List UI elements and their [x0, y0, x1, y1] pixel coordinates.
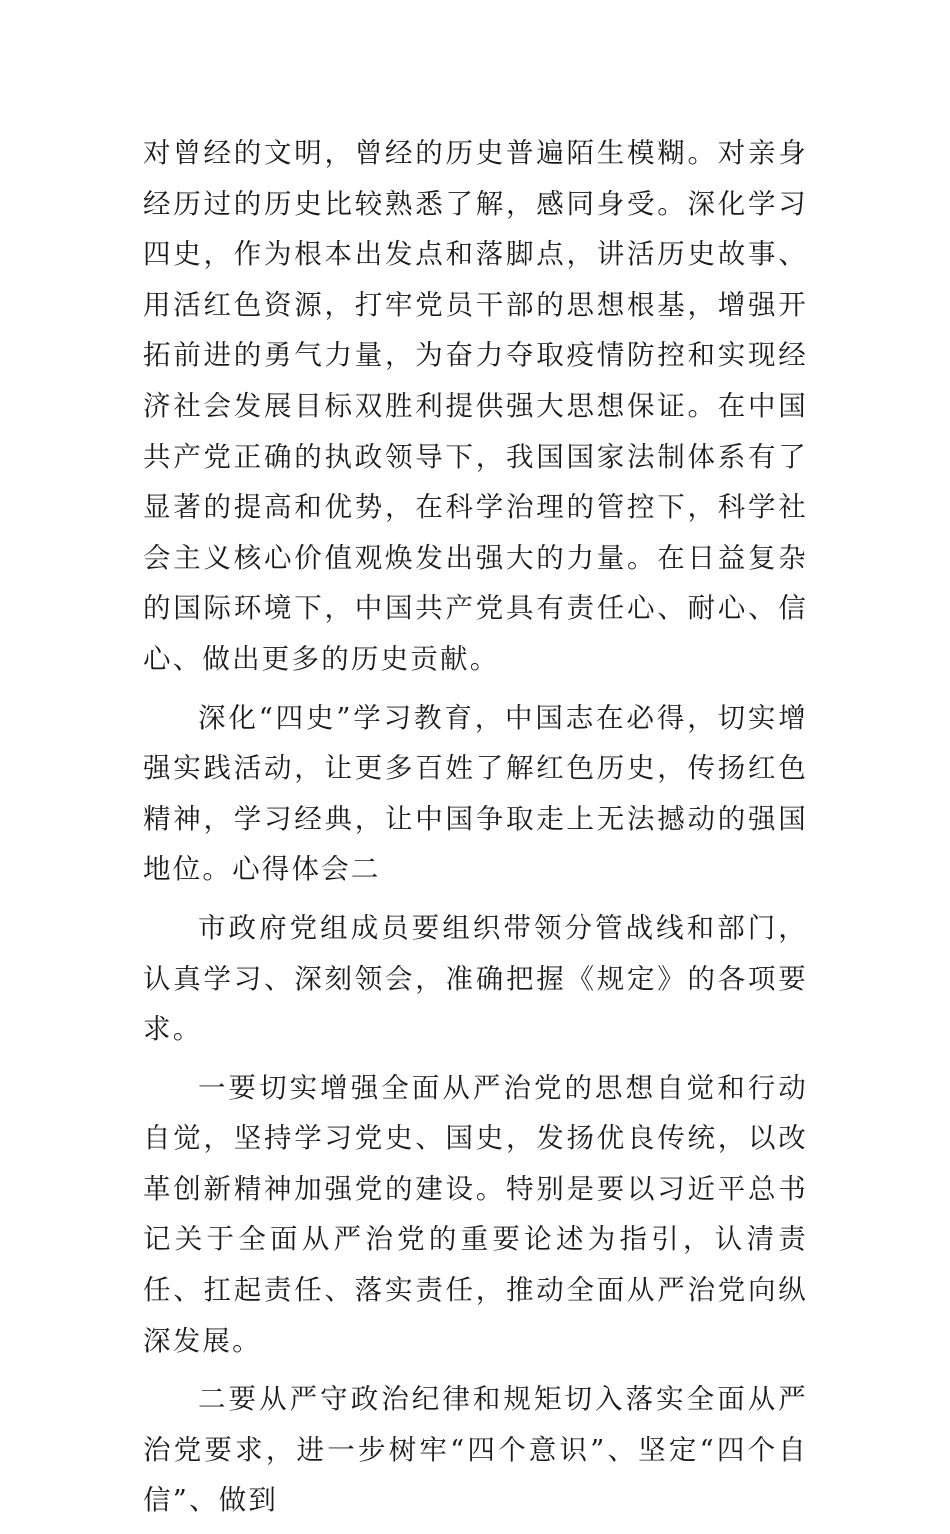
paragraph-continued: 对曾经的文明，曾经的历史普遍陌生模糊。对亲身经历过的历史比较熟悉了解，感同身受。深化学习四史，作为根本出发点和落脚点，讲活历史故事、用活红色资源，打牢党员干部的思想根基，增强开拓前进的勇气力量，为奋力夺取疫情防控和实现经济社会发展目标双胜利提供强大思想保证。在中国共产党正确的执政领导下，我国国家法制体系有了显著的提高和优势，在科学治理的管控下，科学社会主义核心价值观焕发出强大的力量。在日益复杂的国际环境下，中国共产党具有责任心、耐心、信心、做出更多的历史贡献。: [143, 137, 808, 675]
document-body: [143, 128, 808, 1534]
paragraph: 市政府党组成员要组织带领分管战线和部门，认真学习、深刻领会，准确把握《规定》的各项要求。: [143, 911, 808, 1046]
paragraph: 一要切实增强全面从严治党的思想自觉和行动自觉，坚持学习党史、国史，发扬优良传统，以改革创新精神加强党的建设。特别是要以习近平总书记关于全面从严治党的重要论述为指引，认清责任、扛起责任、落实责任，推动全面从严治党向纵深发展。: [143, 1071, 808, 1357]
paragraph: 二要从严守政治纪律和规矩切入落实全面从严治党要求，进一步树牢“四个意识”、坚定“四个自信”、做到: [143, 1383, 808, 1517]
paragraph: 深化“四史”学习教育，中国志在必得，切实增强实践活动，让更多百姓了解红色历史，传扬红色精神，学习经典，让中国争取走上无法撼动的强国地位。心得体会二: [143, 701, 808, 886]
